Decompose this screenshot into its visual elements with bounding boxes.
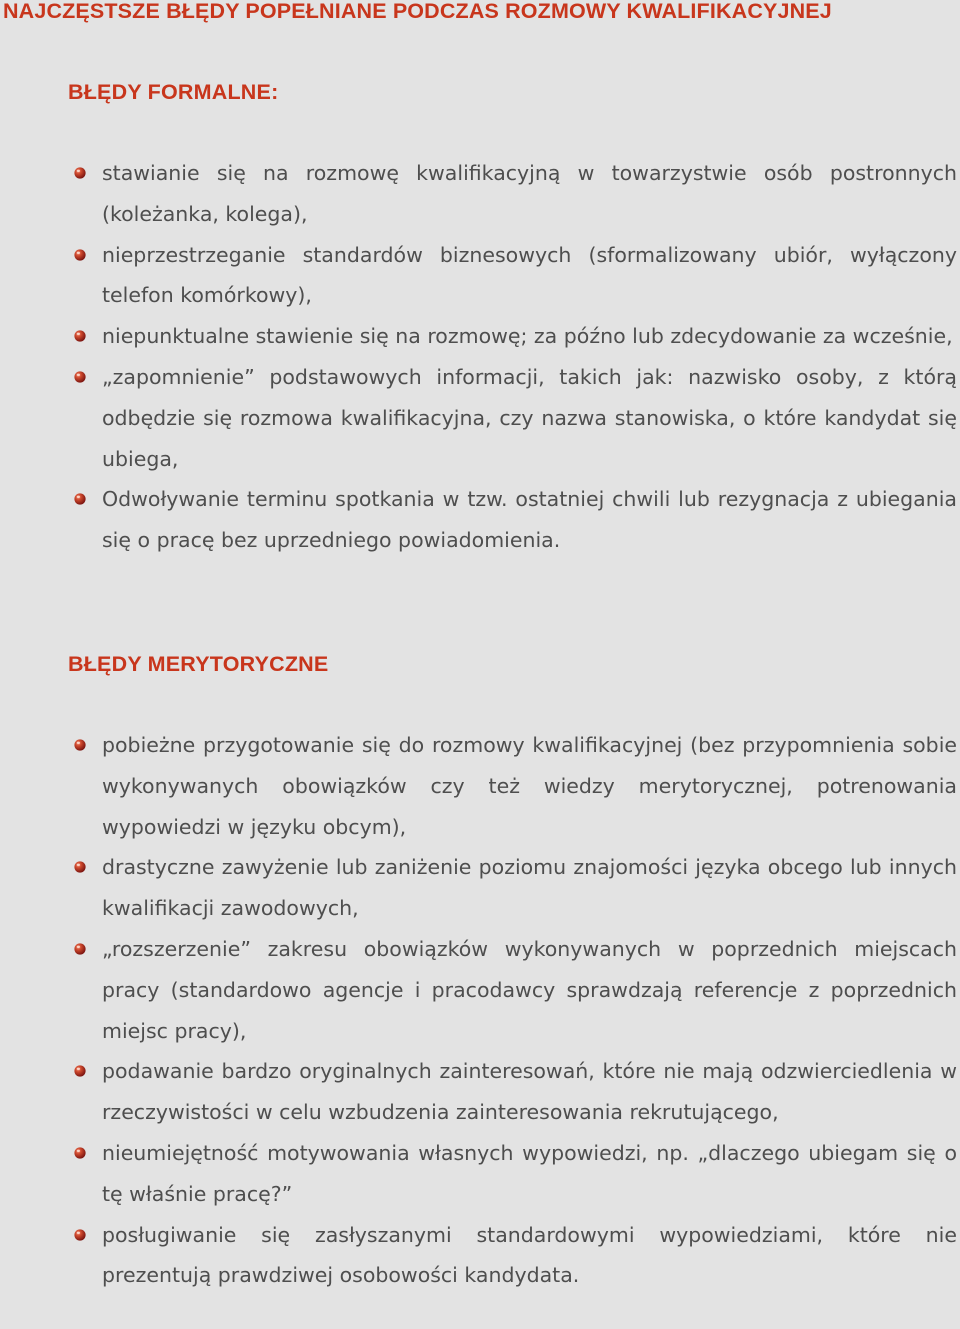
red-sphere-bullet-icon — [73, 738, 87, 752]
red-sphere-bullet-icon — [73, 1146, 87, 1160]
red-sphere-bullet-icon — [73, 1064, 87, 1078]
red-sphere-bullet-icon — [73, 248, 87, 262]
red-sphere-bullet-icon — [73, 942, 87, 956]
section-heading-formal: BŁĘDY FORMALNE: — [68, 80, 279, 104]
list-item — [0, 725, 957, 847]
list-item — [0, 929, 957, 1051]
list-item-text: „zapomnienie” podstawowych informacji, takich jak: nazwisko osoby, z którą odbędzie się rozmowa kwalifikacyjna, czy nazwa stanowiska, o które kandydat się ubiega, — [102, 364, 957, 471]
list-item-text: pobieżne przygotowanie się do rozmowy kwalifikacyjnej (bez przypomnienia sobie wykonywanych obowiązków czy też wiedzy merytorycznej, potrenowania wypowiedzi w języku obcym), — [102, 733, 957, 839]
list-item — [0, 357, 957, 479]
red-sphere-bullet-icon — [73, 492, 87, 506]
list-item-text: Odwoływanie terminu spotkania w tzw. ostatniej chwili lub rezygnacja z ubiegania się o pracę bez uprzedniego powiadomienia. — [102, 487, 957, 553]
list-item-text: nieprzestrzeganie standardów biznesowych (sformalizowany ubiór, wyłączony telefon komórkowy), — [102, 242, 957, 308]
list-item-text: drastyczne zawyżenie lub zaniżenie poziomu znajomości języka obcego lub innych kwalifikacji zawodowych, — [102, 855, 957, 921]
red-sphere-bullet-icon — [73, 370, 87, 384]
formal-errors-list — [0, 153, 960, 561]
list-item-text: nieumiejętność motywowania własnych wypowiedzi, np. „dlaczego ubiegam się o tę właśnie pracę?” — [102, 1140, 957, 1206]
red-sphere-bullet-icon — [73, 860, 87, 874]
substantive-errors-list — [0, 725, 960, 1296]
list-item — [0, 847, 957, 929]
list-item — [0, 1133, 957, 1215]
list-item-text: stawianie się na rozmowę kwalifikacyjną w towarzystwie osób postronnych (koleżanka, kolega), — [102, 161, 957, 226]
list-item-text: podawanie bardzo oryginalnych zainteresowań, które nie mają odzwierciedlenia w rzeczywistości w celu wzbudzenia zainteresowania rekrutującego, — [102, 1059, 957, 1125]
red-sphere-bullet-icon — [73, 1228, 87, 1242]
list-item — [0, 235, 957, 317]
list-item — [0, 1215, 957, 1297]
red-sphere-bullet-icon — [73, 329, 87, 343]
list-item — [0, 153, 957, 235]
list-item — [0, 316, 957, 357]
red-sphere-bullet-icon — [73, 166, 87, 180]
section-heading-substantive: BŁĘDY MERYTORYCZNE — [68, 652, 329, 676]
list-item-text: posługiwanie się zasłyszanymi standardowymi wypowiedziami, które nie prezentują prawdziwej osobowości kandydata. — [102, 1222, 957, 1288]
page-title: NAJCZĘSTSZE BŁĘDY POPEŁNIANE PODCZAS ROZMOWY KWALIFIKACYJNEJ — [3, 0, 832, 23]
list-item-text: niepunktualne stawienie się na rozmowę; za późno lub zdecydowanie za wcześnie, — [102, 324, 953, 349]
list-item — [0, 1051, 957, 1133]
list-item-text: „rozszerzenie” zakresu obowiązków wykonywanych w poprzednich miejscach pracy (standardowo agencje i pracodawcy sprawdzają referencje z poprzednich miejsc pracy), — [102, 936, 957, 1043]
list-item — [0, 479, 957, 561]
